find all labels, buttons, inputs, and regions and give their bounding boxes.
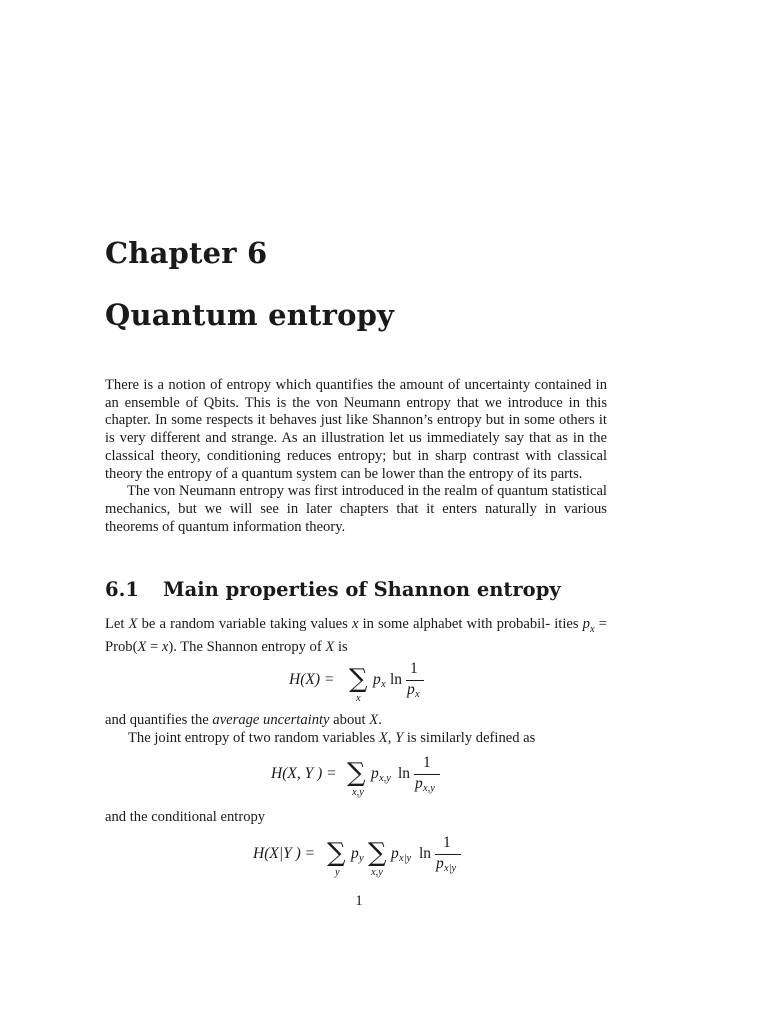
math-var: p: [582, 616, 590, 632]
equation-lhs: H(X) =: [289, 671, 335, 688]
sum-subscript: y: [335, 867, 340, 878]
denominator-subscript: x: [415, 689, 420, 700]
section-number: 6.1: [105, 578, 139, 601]
ln-operator: ln: [419, 845, 432, 862]
sum-subscript: x,y: [352, 787, 364, 798]
term-p: p: [371, 765, 379, 782]
term-p: p: [391, 845, 399, 862]
equation-lhs: H(X|Y ) =: [253, 845, 316, 862]
fraction-numerator: 1: [443, 834, 451, 851]
fraction-numerator: 1: [423, 754, 431, 771]
sum-symbol: ∑: [327, 838, 346, 868]
sum-subscript: x: [356, 693, 361, 704]
math-var: X, Y: [378, 730, 404, 746]
text-run: ). The Shannon entropy of: [168, 638, 326, 655]
math-var: x: [351, 616, 359, 632]
term-subscript: x|y: [399, 853, 412, 864]
text-run: and quantifies the: [105, 712, 213, 728]
fraction-numerator: 1: [410, 660, 418, 677]
text-run: The joint entropy of two random variables: [128, 730, 379, 746]
emphasis: average uncertainty: [212, 712, 330, 728]
fraction-denominator: p: [436, 855, 444, 872]
intro-paragraph-1: There is a notion of entropy which quantifies the amount of uncertainty contained in an ensemble of Qbits. This is the von Neumann entropy that we introduce in this chapter. In some respects it behaves just like Shannon’s entropy but in some others it is very different and strange. As an illustration let us immediately say that as in the classical theory, conditioning reduces entropy; but in sharp contrast with classical theory the entropy of a quantum system can be lower than the entropy of its parts.: [105, 377, 607, 482]
ln-operator: ln: [390, 671, 403, 688]
ln-operator: ln: [398, 765, 411, 782]
term-subscript: x: [381, 679, 386, 690]
text-run: be a random variable taking values: [137, 616, 352, 632]
text-run: about: [329, 712, 370, 728]
equation-lhs: H(X, Y ) =: [271, 765, 337, 782]
text-run: .: [378, 712, 382, 728]
math-subscript: x: [589, 623, 595, 635]
chapter-title: Quantum entropy: [105, 298, 395, 332]
fraction-denominator: p: [407, 681, 415, 698]
text-run: in some alphabet with probabil- ities: [358, 616, 583, 632]
denominator-subscript: x,y: [423, 783, 435, 794]
sum-symbol: ∑: [349, 664, 368, 694]
term-p: p: [351, 845, 359, 862]
math-var: X: [325, 638, 335, 655]
term-subscript: y: [359, 853, 364, 864]
math-var: X: [128, 616, 138, 632]
text-run: is: [334, 638, 348, 655]
sum-symbol: ∑: [347, 758, 366, 788]
math-var: x: [161, 638, 169, 655]
conditional-entropy-text: and the conditional entropy: [105, 809, 266, 825]
page-number: 1: [355, 893, 363, 909]
math-var: X: [137, 638, 147, 655]
text-run: =: [146, 638, 162, 655]
text-run: Let: [105, 616, 129, 632]
fraction-denominator: p: [415, 775, 423, 792]
intro-paragraph-2: The von Neumann entropy was first introduced in the realm of quantum statistical mechanics, but we will see in later chapters that it enters naturally in various theorems of quantum information theory.: [105, 483, 607, 535]
text-run: = Prob(: [105, 616, 607, 655]
term-p: p: [373, 671, 381, 688]
section-title: Main properties of Shannon entropy: [163, 578, 561, 601]
chapter-label: Chapter 6: [105, 236, 268, 270]
sum-subscript: x,y: [371, 867, 383, 878]
text-run: is similarly defined as: [403, 730, 536, 746]
math-var: X: [369, 712, 379, 728]
term-subscript: x,y: [379, 773, 391, 784]
denominator-subscript: x|y: [444, 863, 457, 874]
sum-symbol: ∑: [368, 838, 387, 868]
